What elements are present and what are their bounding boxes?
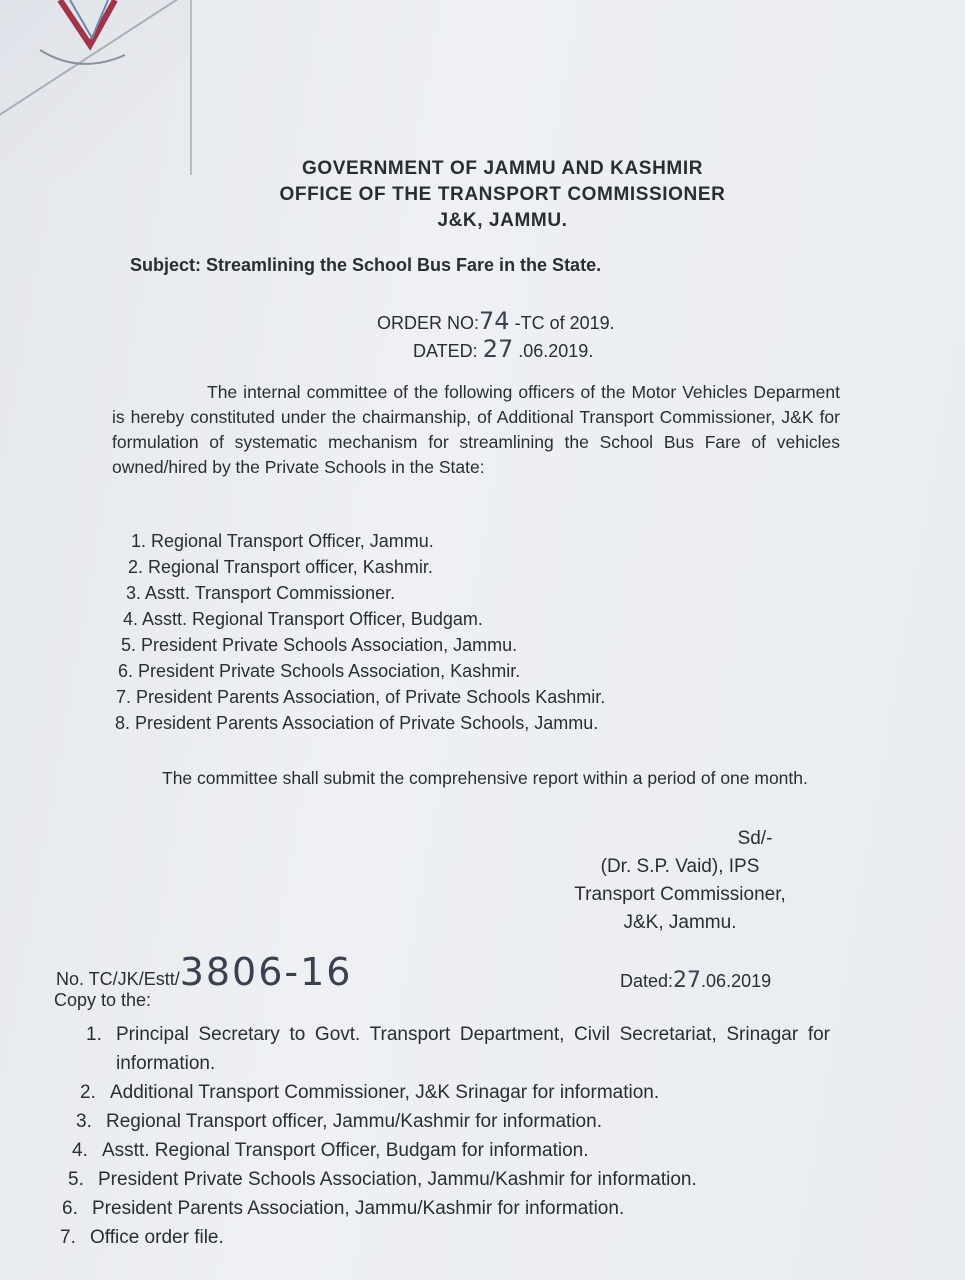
copy-text: President Private Schools Association, Jammu/Kashmir for information. [98,1169,697,1190]
copy-text: Additional Transport Commissioner, J&K Srinagar for information. [110,1082,660,1103]
copy-number: 3. [76,1111,92,1132]
copy-number: 2. [80,1082,96,1103]
dated-prefix: DATED: [413,341,478,361]
binder-tag-icon [20,0,130,80]
letterhead-line-3: J&K, JAMMU. [437,210,568,231]
reference-day-handwritten: 27 [673,968,702,993]
letterhead [0,156,965,234]
order-block [377,308,615,364]
subject-line: Subject: Streamlining the School Bus Fare in the State. [130,255,602,275]
signature-sd: Sd/- [737,828,773,849]
signature-block [500,825,860,937]
copy-to-heading: Copy to the: [54,990,152,1010]
signatory-name: (Dr. S.P. Vaid), IPS [600,856,760,877]
list-item [60,1194,830,1223]
order-prefix: ORDER NO: [377,313,480,333]
committee-members-list [115,528,605,736]
copy-text: President Parents Association, Jammu/Kashmir for information. [92,1198,625,1219]
reference-date [620,968,771,993]
reference-dated-suffix: .06.2019 [701,971,772,991]
list-item: 7. President Parents Association, of Private Schools Kashmir. [116,687,606,707]
reference-number-handwritten: 3806-16 [179,950,353,994]
signatory-designation: Transport Commissioner, [574,884,786,905]
list-item: 1. Regional Transport Officer, Jammu. [131,531,434,551]
reference-number [56,950,352,994]
signatory-place: J&K, Jammu. [623,912,737,933]
list-item [60,1020,830,1078]
list-item: 5. President Private Schools Association, Jammu. [121,635,518,655]
dated-day-handwritten: 27 [482,335,514,363]
copy-number: 1. [86,1024,102,1045]
list-item: 3. Asstt. Transport Commissioner. [126,583,396,603]
reference-prefix: No. TC/JK/Estt/ [56,969,180,989]
copy-number: 4. [72,1140,88,1161]
copy-text: Principal Secretary to Govt. Transport Department, Civil Secretariat, Srinagar for information. [116,1024,830,1074]
list-item [60,1107,830,1136]
list-item: 6. President Private Schools Association, Kashmir. [118,661,521,681]
list-item [60,1136,830,1165]
copy-to-list [60,1020,830,1252]
list-item [60,1223,830,1252]
copy-text: Asstt. Regional Transport Officer, Budgam for information. [102,1140,589,1161]
order-suffix: -TC of 2019. [514,313,615,333]
closing-paragraph: The committee shall submit the comprehensive report within a period of one month. [162,768,808,788]
list-item: 4. Asstt. Regional Transport Officer, Budgam. [123,609,483,629]
copy-text: Office order file. [90,1227,224,1248]
dated-suffix: .06.2019. [518,341,594,361]
list-item: 2. Regional Transport officer, Kashmir. [128,557,433,577]
order-number-handwritten: 74 [479,307,510,335]
list-item [60,1165,830,1194]
copy-number: 7. [60,1227,76,1248]
body-paragraph: The internal committee of the following officers of the Motor Vehicles Deparment is hereby constituted under the chairmanship, of Additional Transport Commissioner, J&K for formulation of systematic mechanism for streamlining the School Bus Fare of vehicles owned/hired by the Private Schools in the State: [112,382,840,477]
letterhead-line-1: GOVERNMENT OF JAMMU AND KASHMIR [301,158,704,179]
copy-number: 6. [62,1198,78,1219]
list-item: 8. President Parents Association of Private Schools, Jammu. [115,713,599,733]
reference-dated-prefix: Dated: [620,971,674,991]
copy-text: Regional Transport officer, Jammu/Kashmir for information. [106,1111,602,1132]
letterhead-line-2: OFFICE OF THE TRANSPORT COMMISSIONER [279,184,726,205]
copy-number: 5. [68,1169,84,1190]
list-item [60,1078,830,1107]
